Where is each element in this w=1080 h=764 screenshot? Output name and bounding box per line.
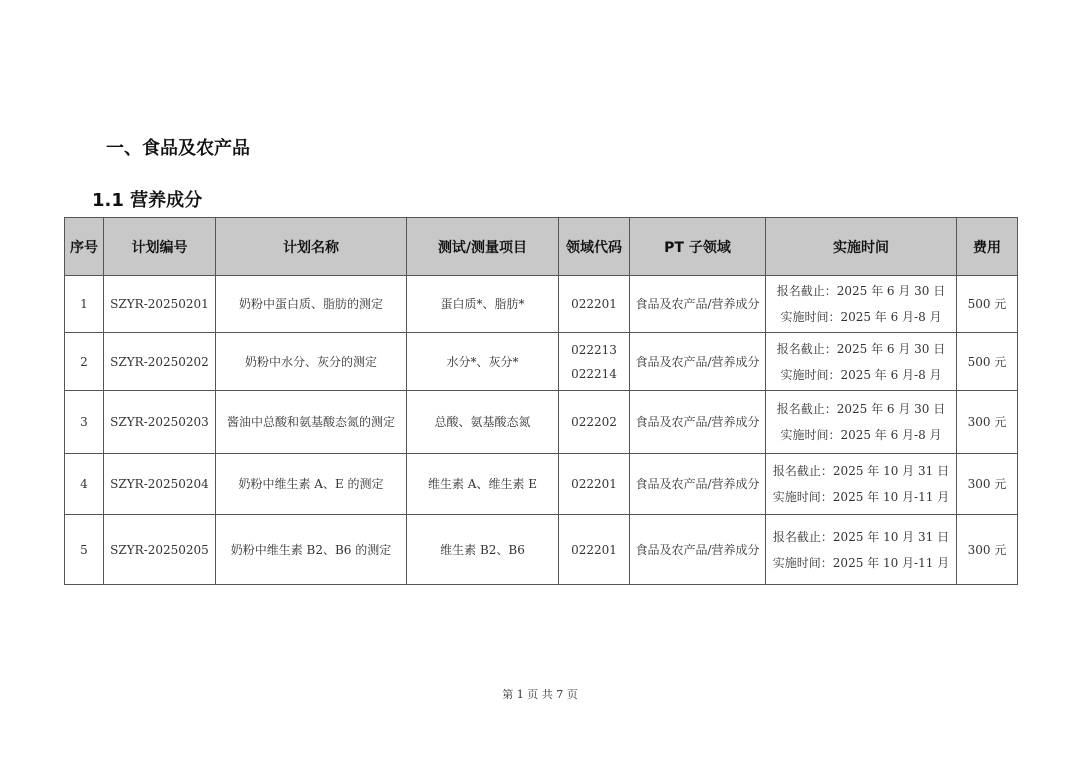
implementation-period: 实施时间：2025 年 6 月-8 月 bbox=[780, 428, 942, 442]
registration-deadline: 报名截止：2025 年 10 月 31 日 bbox=[772, 529, 950, 544]
fee: 500 元 bbox=[957, 276, 1018, 333]
row-number: 1 bbox=[65, 276, 104, 333]
header-cell: 领域代码 bbox=[559, 218, 630, 276]
domain-code: 022201 bbox=[571, 542, 617, 557]
section-title: 一、食品及农产品 bbox=[106, 138, 250, 159]
implementation-period: 实施时间：2025 年 6 月-8 月 bbox=[780, 310, 942, 324]
table-row bbox=[65, 515, 1018, 585]
schedule bbox=[770, 281, 952, 327]
domain-code-cell bbox=[559, 454, 630, 515]
nutrition-table bbox=[64, 217, 1018, 585]
plan-code: SZYR-20250201 bbox=[104, 276, 216, 333]
domain-code-cell bbox=[559, 515, 630, 585]
domain-code-cell bbox=[559, 391, 630, 454]
plan-name: 酱油中总酸和氨基酸态氮的测定 bbox=[216, 391, 407, 454]
schedule bbox=[770, 527, 952, 573]
table-row bbox=[65, 391, 1018, 454]
implementation-period: 实施时间：2025 年 10 月-11 月 bbox=[772, 555, 950, 570]
test-items: 蛋白质*、脂肪* bbox=[407, 276, 559, 333]
domain-code: 022202 bbox=[571, 415, 617, 429]
plan-name: 奶粉中水分、灰分的测定 bbox=[216, 333, 407, 391]
subsection-title: 1.1 营养成分 bbox=[92, 190, 203, 211]
fee: 300 元 bbox=[957, 391, 1018, 454]
fee: 500 元 bbox=[957, 333, 1018, 391]
domain-code-list bbox=[563, 540, 625, 560]
pt-subdomain: 食品及农产品/营养成分 bbox=[630, 391, 766, 454]
schedule bbox=[770, 399, 952, 445]
test-items: 总酸、氨基酸态氮 bbox=[407, 391, 559, 454]
domain-code-list bbox=[563, 340, 625, 384]
schedule-cell bbox=[766, 391, 957, 454]
schedule-cell bbox=[766, 515, 957, 585]
domain-code-cell bbox=[559, 276, 630, 333]
table-row bbox=[65, 454, 1018, 515]
table-header-row bbox=[65, 218, 1018, 276]
plan-code: SZYR-20250204 bbox=[104, 454, 216, 515]
schedule bbox=[770, 461, 952, 507]
page-footer: 第 1 页 共 7 页 bbox=[502, 688, 578, 701]
test-items: 维生素 B2、B6 bbox=[407, 515, 559, 585]
fee: 300 元 bbox=[957, 454, 1018, 515]
domain-code-cell bbox=[559, 333, 630, 391]
schedule-cell bbox=[766, 276, 957, 333]
row-number: 2 bbox=[65, 333, 104, 391]
header-cell: 费用 bbox=[957, 218, 1018, 276]
schedule bbox=[770, 339, 952, 385]
pt-subdomain: 食品及农产品/营养成分 bbox=[630, 276, 766, 333]
table-row bbox=[65, 276, 1018, 333]
row-number: 4 bbox=[65, 454, 104, 515]
header-cell: 计划名称 bbox=[216, 218, 407, 276]
implementation-period: 实施时间：2025 年 6 月-8 月 bbox=[780, 367, 942, 382]
registration-deadline: 报名截止：2025 年 10 月 31 日 bbox=[772, 464, 950, 478]
schedule-cell bbox=[766, 454, 957, 515]
table-row bbox=[65, 333, 1018, 391]
header-cell: PT 子领域 bbox=[630, 218, 766, 276]
pt-subdomain: 食品及农产品/营养成分 bbox=[630, 333, 766, 391]
pt-subdomain: 食品及农产品/营养成分 bbox=[630, 515, 766, 585]
header-cell: 实施时间 bbox=[766, 218, 957, 276]
plan-code: SZYR-20250202 bbox=[104, 333, 216, 391]
test-items: 维生素 A、维生素 E bbox=[407, 454, 559, 515]
registration-deadline: 报名截止：2025 年 6 月 30 日 bbox=[776, 341, 946, 356]
plan-name: 奶粉中维生素 B2、B6 的测定 bbox=[216, 515, 407, 585]
plan-name: 奶粉中蛋白质、脂肪的测定 bbox=[216, 276, 407, 333]
domain-code-list bbox=[563, 474, 625, 494]
test-items: 水分*、灰分* bbox=[407, 333, 559, 391]
plan-code: SZYR-20250205 bbox=[104, 515, 216, 585]
plan-code: SZYR-20250203 bbox=[104, 391, 216, 454]
header-cell: 计划编号 bbox=[104, 218, 216, 276]
plan-name: 奶粉中维生素 A、E 的测定 bbox=[216, 454, 407, 515]
domain-code: 022201 bbox=[571, 477, 617, 491]
schedule-cell bbox=[766, 333, 957, 391]
row-number: 5 bbox=[65, 515, 104, 585]
registration-deadline: 报名截止：2025 年 6 月 30 日 bbox=[776, 284, 946, 298]
domain-code: 022213 bbox=[571, 342, 617, 357]
pt-subdomain: 食品及农产品/营养成分 bbox=[630, 454, 766, 515]
header-cell: 序号 bbox=[65, 218, 104, 276]
domain-code: 022201 bbox=[571, 297, 617, 311]
implementation-period: 实施时间：2025 年 10 月-11 月 bbox=[772, 490, 950, 504]
registration-deadline: 报名截止：2025 年 6 月 30 日 bbox=[776, 402, 946, 416]
row-number: 3 bbox=[65, 391, 104, 454]
domain-code-list bbox=[563, 412, 625, 432]
header-cell: 测试/测量项目 bbox=[407, 218, 559, 276]
domain-code: 022214 bbox=[571, 366, 617, 381]
fee: 300 元 bbox=[957, 515, 1018, 585]
domain-code-list bbox=[563, 294, 625, 314]
